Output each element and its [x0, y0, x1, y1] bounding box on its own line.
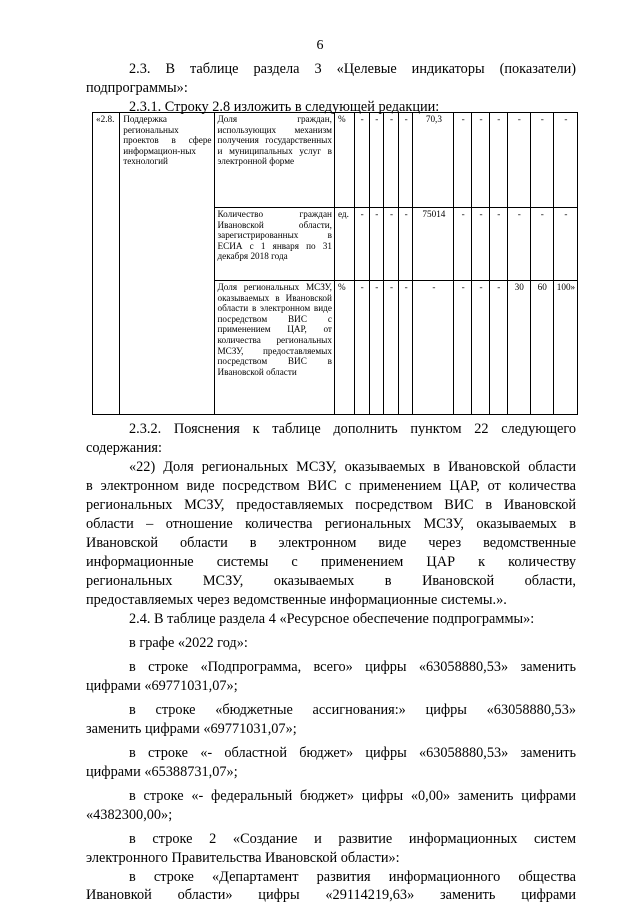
paragraph-2-4: 2.4. В таблице раздела 4 «Ресурсное обеспечение подпрограммы»: — [129, 611, 535, 627]
table-row — [93, 113, 578, 208]
value-cell: - — [398, 208, 413, 281]
value-cell: - — [489, 281, 507, 415]
paragraph-podprogramma-line-2: цифрами «69771031,07»; — [86, 678, 238, 694]
value-cell: - — [384, 281, 399, 415]
value-cell: - — [472, 113, 490, 208]
indicator-cell: Доля граждан, использующих механизм получения государственных и муниципальных услуг в электронной форме — [214, 113, 334, 208]
value-cell: - — [398, 113, 413, 208]
value-cell: - — [454, 113, 472, 208]
paragraph-22-line: предоставляемых через ведомственные информационные системы.». — [86, 592, 507, 608]
paragraph-2022: в графе «2022 год»: — [129, 635, 248, 651]
paragraph-budget-line-2: заменить цифрами «69771031,07»; — [86, 721, 297, 737]
paragraph-dept-line-1: в строке «Департамент развития информационного общества — [129, 869, 576, 885]
value-cell: - — [354, 113, 369, 208]
value-cell: - — [354, 208, 369, 281]
paragraph-federal-line-2: «4382300,00»; — [86, 807, 173, 823]
value-cell: 30 — [507, 281, 530, 415]
page-number: 6 — [316, 38, 324, 53]
value-cell: - — [413, 281, 454, 415]
value-cell: - — [472, 208, 490, 281]
paragraph-oblast-line-2: цифрами «65388731,07»; — [86, 764, 238, 780]
paragraph-22 — [86, 458, 576, 610]
indicators-table — [92, 112, 578, 415]
paragraph-federal-line-1: в строке «- федеральный бюджет» цифры «0,00» заменить цифрами — [129, 788, 576, 804]
value-cell: - — [369, 113, 384, 208]
paragraph-22-line: региональных МСЗУ, оказываемых в Ивановской области, — [86, 573, 576, 589]
unit-cell: % — [334, 113, 354, 208]
paragraph-oblast-line-1: в строке «- областной бюджет» цифры «63058880,53» заменить — [129, 745, 576, 761]
value-cell: - — [454, 281, 472, 415]
row-number-cell: «2.8. — [93, 113, 120, 415]
value-cell: - — [553, 113, 577, 208]
unit-cell: % — [334, 281, 354, 415]
paragraph-22-line: области – отношение количества региональных МСЗУ, оказываемых в — [86, 516, 576, 532]
paragraph-2-3-1: 2.3.1. Строку 2.8 изложить в следующей редакции: — [129, 99, 440, 115]
paragraph-22-line: региональных МСЗУ, предоставляемых посредством ВИС в Ивановской — [86, 497, 576, 513]
paragraph-line2-line-1: в строке 2 «Создание и развитие информационных систем — [129, 831, 576, 847]
paragraph-2-3-2-line-1: 2.3.2. Пояснения к таблице дополнить пунктом 22 следующего — [129, 421, 576, 437]
value-cell: - — [398, 281, 413, 415]
value-cell: - — [553, 208, 577, 281]
value-cell: - — [530, 113, 553, 208]
value-cell: - — [384, 208, 399, 281]
value-cell: 60 — [530, 281, 553, 415]
paragraph-2-3-2-line-2: содержания: — [86, 440, 162, 456]
indicator-cell: Доля региональных МСЗУ, оказываемых в Ивановской области в электронном виде посредством ВИС с применением ЦАР, от количества региональных МСЗУ, предоставляемых посредством ВИС в Ивановской области — [214, 281, 334, 415]
value-cell: - — [530, 208, 553, 281]
value-cell: 70,3 — [413, 113, 454, 208]
paragraph-dept-line-2: Ивановкой области» цифры «29114219,63» заменить цифрами — [86, 887, 576, 903]
paragraph-podprogramma-line-1: в строке «Подпрограмма, всего» цифры «63058880,53» заменить — [129, 659, 576, 675]
value-cell: - — [384, 113, 399, 208]
paragraph-2-3: 2.3. В таблице раздела 3 «Целевые индикаторы (показатели) подпрограммы»: — [86, 61, 576, 96]
program-name-cell: Поддержка региональных проектов в сфере информацион-ных технологий — [120, 113, 214, 415]
value-cell: - — [454, 208, 472, 281]
value-cell: - — [507, 113, 530, 208]
value-cell: - — [369, 281, 384, 415]
value-cell: - — [354, 281, 369, 415]
indicator-cell: Количество граждан Ивановской области, зарегистрированных в ЕСИА с 1 января по 31 декабря 2018 года — [214, 208, 334, 281]
paragraph-22-line: в электронном виде посредством ВИС с применением ЦАР, от количества — [86, 478, 576, 494]
unit-cell: ед. — [334, 208, 354, 281]
paragraph-budget-line-1: в строке «бюджетные ассигнования:» цифры «63058880,53» — [129, 702, 576, 718]
paragraph-22-line: «22) Доля региональных МСЗУ, оказываемых в Ивановской области — [129, 459, 576, 475]
paragraph-line2-line-2: электронного Правительства Ивановской области»: — [86, 850, 400, 866]
paragraph-22-line: Ивановской области в электронном виде через ведомственные — [86, 535, 576, 551]
value-cell: - — [489, 208, 507, 281]
value-cell: - — [489, 113, 507, 208]
value-cell: 75014 — [413, 208, 454, 281]
value-cell: - — [507, 208, 530, 281]
value-cell: 100» — [553, 281, 577, 415]
value-cell: - — [369, 208, 384, 281]
paragraph-22-line: информационные системы с применением ЦАР к количеству — [86, 554, 576, 570]
value-cell: - — [472, 281, 490, 415]
